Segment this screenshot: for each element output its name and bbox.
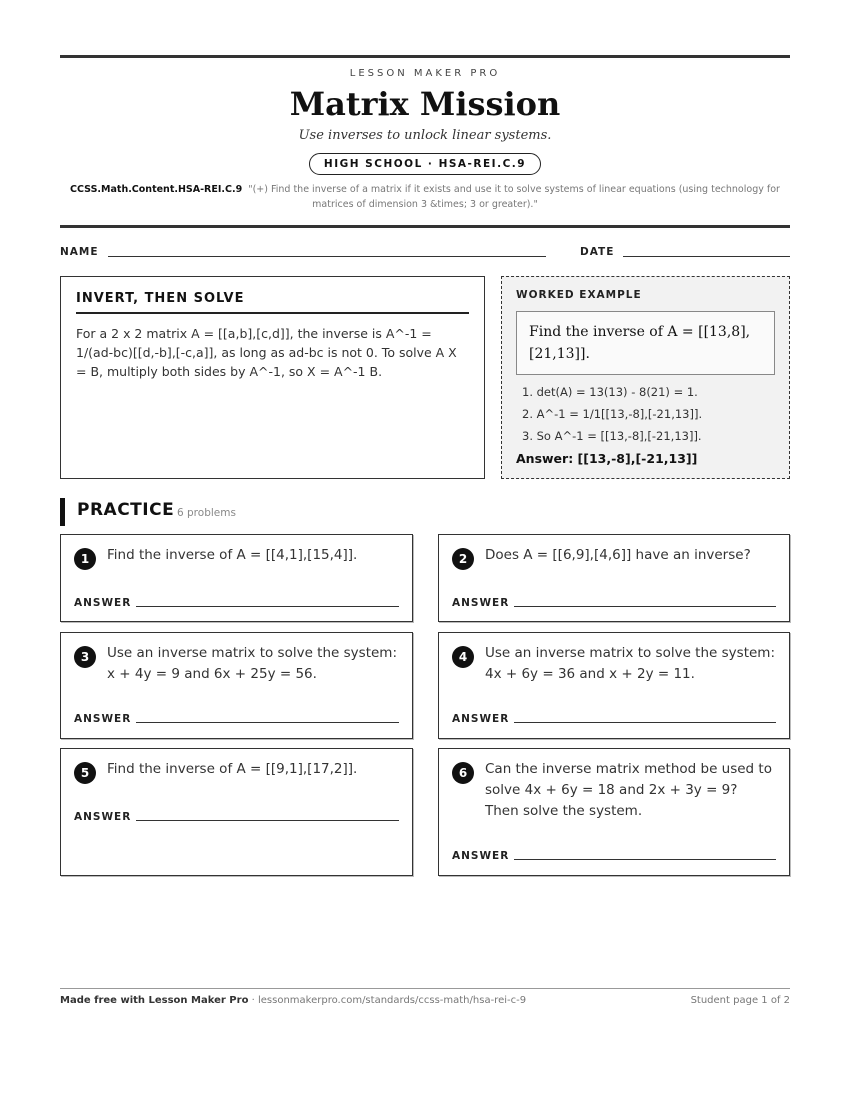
- problem-number: 3: [74, 646, 96, 668]
- intro-heading: INVERT, THEN SOLVE: [76, 291, 469, 314]
- worked-step: 3. So A^-1 = [[13,-8],[-21,13]].: [522, 429, 702, 443]
- practice-accent-bar: [60, 498, 65, 526]
- header-top-rule: [60, 55, 790, 58]
- problem-number: 1: [74, 548, 96, 570]
- worked-example-box: [501, 276, 790, 479]
- worked-step: 2. A^-1 = 1/1[[13,-8],[-21,13]].: [522, 407, 703, 421]
- date-label: DATE: [580, 246, 615, 258]
- problem-text: Find the inverse of A = [[4,1],[15,4]].: [107, 547, 358, 563]
- intro-text: For a 2 x 2 matrix A = [[a,b],[c,d]], the inverse is A^-1 = 1/(ad-bc)[[d,-b],[-c,a]], as long as ad-bc is not 0. To solve A X = B, multiply both sides by A^-1, so X = A^-1 B.: [76, 326, 457, 379]
- problem-text: Can the inverse matrix method be used to solve 4x + 6y = 18 and 2x + 3y = 9? Then solve the system.: [485, 761, 772, 819]
- footer-page-number: Student page 1 of 2: [690, 995, 790, 1006]
- answer-field-5[interactable]: [136, 820, 399, 821]
- practice-title: PRACTICE: [77, 500, 175, 520]
- problem-card-1: [60, 534, 413, 622]
- name-label: NAME: [60, 246, 99, 258]
- standard-code: CCSS.Math.Content.HSA-REI.C.9: [70, 184, 243, 195]
- practice-count: 6 problems: [177, 507, 236, 519]
- answer-field-3[interactable]: [136, 722, 399, 723]
- problem-text: Use an inverse matrix to solve the system: 4x + 6y = 36 and x + 2y = 11.: [485, 645, 775, 682]
- date-field[interactable]: [623, 256, 790, 257]
- answer-field-2[interactable]: [514, 606, 776, 607]
- problem-number: 4: [452, 646, 474, 668]
- answer-label: ANSWER: [74, 811, 132, 823]
- problem-text: Use an inverse matrix to solve the system: x + 4y = 9 and 6x + 25y = 56.: [107, 645, 397, 682]
- worked-step: 1. det(A) = 13(13) - 8(21) = 1.: [522, 385, 698, 399]
- footer-url[interactable]: · lessonmakerpro.com/standards/ccss-math/hsa-rei-c-9: [248, 995, 527, 1006]
- problem-number: 2: [452, 548, 474, 570]
- answer-label: ANSWER: [74, 713, 132, 725]
- problem-text: Find the inverse of A = [[9,1],[17,2]].: [107, 761, 358, 777]
- worksheet-page: [60, 0, 790, 1100]
- answer-label: ANSWER: [452, 713, 510, 725]
- answer-field-4[interactable]: [514, 722, 776, 723]
- problem-number: 6: [452, 762, 474, 784]
- page-title: Matrix Mission: [289, 85, 561, 123]
- worked-example-problem: Find the inverse of A = [[13,8],[21,13]].: [516, 311, 775, 375]
- page-subtitle: Use inverses to unlock linear systems.: [298, 128, 552, 143]
- footer-rule: [60, 988, 790, 989]
- standard-description: [60, 182, 790, 212]
- answer-label: ANSWER: [74, 597, 132, 609]
- name-field[interactable]: [108, 256, 546, 257]
- grade-standard-badge: HIGH SCHOOL · HSA-REI.C.9: [309, 153, 541, 175]
- worked-example-heading: WORKED EXAMPLE: [516, 289, 642, 301]
- answer-field-1[interactable]: [136, 606, 399, 607]
- problem-card-3: [60, 632, 413, 739]
- worked-example-steps: [516, 381, 775, 447]
- footer-credit: [60, 995, 526, 1006]
- problem-card-6: [438, 748, 790, 876]
- brand-name: LESSON MAKER PRO: [349, 68, 501, 79]
- intro-box: [60, 276, 485, 479]
- header-bottom-rule: [60, 225, 790, 228]
- problem-card-4: [438, 632, 790, 739]
- answer-label: ANSWER: [452, 850, 510, 862]
- problem-card-5: [60, 748, 413, 876]
- problem-card-2: [438, 534, 790, 622]
- standard-text: "(+) Find the inverse of a matrix if it exists and use it to solve systems of linear equations (using technology for matrices of dimension 3 &times; 3 or greater).": [248, 184, 780, 210]
- answer-label: ANSWER: [452, 597, 510, 609]
- problem-number: 5: [74, 762, 96, 784]
- answer-field-6[interactable]: [514, 859, 776, 860]
- problem-text: Does A = [[6,9],[4,6]] have an inverse?: [485, 547, 751, 563]
- footer-made-with: Made free with Lesson Maker Pro: [60, 995, 249, 1006]
- worked-example-answer: Answer: [[13,-8],[-21,13]]: [516, 451, 698, 466]
